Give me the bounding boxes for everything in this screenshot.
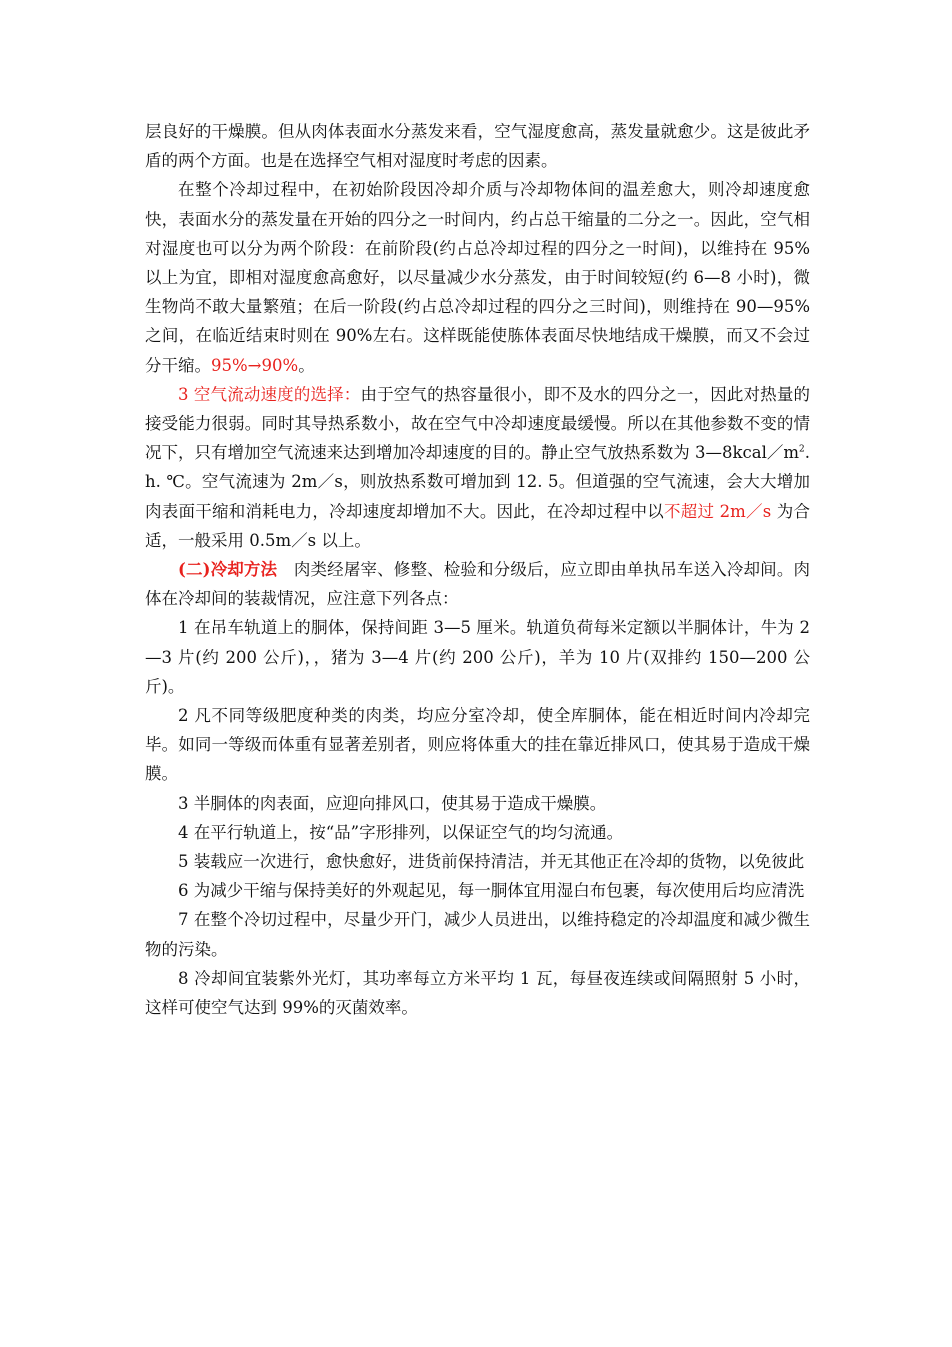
humidity-note: 95%→90% [211,355,299,375]
paragraph-humidity-stages [145,175,810,379]
paragraph-humidity-intro: 层良好的干燥膜。但从肉体表面水分蒸发来看，空气湿度愈高，蒸发量就愈少。这是彼此矛盾的两个方面。也是在选择空气相对湿度时考虑的因素。 [145,122,810,171]
list-item-5: 5 装载应一次进行，愈快愈好，进货前保持清洁，并无其他正在冷却的货物，以免彼此 [178,852,805,872]
air-velocity-heading: 3 空气流动速度的选择： [178,384,361,404]
air-velocity-text-a: 由于空气的热容量很小，即不及水的四分之一，因此对热量的接受能力很弱。同时其导热系数小，故在空气中冷却速度最缓慢。所以在其他参数不变的情况下，只有增加空气流速来达到增加冷却速度的目的。静止空气放热系数为 3—8kcal／m [145,384,810,463]
list-item-4: 4 在平行轨道上，按“品”字形排列，以保证空气的均匀流通。 [178,822,624,842]
air-velocity-sup: 2 [799,444,805,455]
cooling-method-text: 肉类经屠宰、修整、检验和分级后，应立即由单执吊车送入冷却间。肉体在冷却间的装裁情况，应注意下列各点： [145,560,810,609]
list-item-8: 8 冷却间宜装紫外光灯，其功率每立方米平均 1 瓦，每昼夜连续或间隔照射 5 小时，这样可使空气达到 99%的灭菌效率。 [145,968,810,1018]
paragraph-cooling-method [145,555,810,613]
list-item-7: 7 在整个冷切过程中，尽量少开门，减少人员进出，以维持稳定的冷却温度和减少微生物的污染。 [145,910,810,959]
humidity-stages-text: 在整个冷却过程中，在初始阶段因冷却介质与冷却物体间的温差愈大，则冷却速度愈快，表面水分的蒸发量在开始的四分之一时间内，约占总干缩量的二分之一。因此，空气相对湿度也可以分为两个阶段：在前阶段(约占总冷却过程的四分之一时间)，以维持在 95%以上为宜，即相对湿度愈高愈好，以尽量减少水分蒸发，由于时间较短(约 6—8 小时)，微生物尚不敢大量繁殖；在后一阶段(约占总冷却过程的四分之三时间)，则维持在 90—95%之间，在临近结束时则在 90%左右。这样既能使胨体表面尽快地结成干燥膜，而又不会过分干缩。 [145,180,810,375]
list-item-6: 6 为减少干缩与保持美好的外观起见，每一胴体宜用湿白布包裹，每次使用后均应清洗 [178,881,805,901]
paragraph-air-velocity [145,380,810,555]
document-page [145,117,810,1022]
air-velocity-text-c: 为合适，一般采用 0.5m／s 以上。 [145,501,811,550]
list-item-2: 2 凡不同等级肥度种类的肉类，均应分室冷却，使全库胴体，能在相近时间内冷却完毕。如同一等级而体重有显著差别者，则应将体重大的挂在靠近排风口，使其易于造成干燥膜。 [145,706,810,784]
air-velocity-text-b: . h. ℃。空气流速为 2m／s，则放热系数可增加到 12. 5。但道强的空气流速，会大大增加肉表面干缩和消耗电力，冷却速度却增加不大。因此，在冷却过程中以 [145,443,810,521]
list-item-3: 3 半胴体的肉表面，应迎向排风口，使其易于造成干燥膜。 [178,793,607,813]
list-item-1: 1 在吊车轨道上的胴体，保持间距 3—5 厘米。轨道负荷每米定额以半胴体计，牛为 2—3 片(约 200 公斤)，，猪为 3—4 片(约 200 公斤)，羊为 10 片(双排约 150—200 公斤)。 [145,618,810,696]
humidity-end: 。 [298,355,315,375]
cooling-method-heading: (二)冷却方法 [178,560,278,580]
air-velocity-highlight: 不超过 2m／s [663,501,772,521]
